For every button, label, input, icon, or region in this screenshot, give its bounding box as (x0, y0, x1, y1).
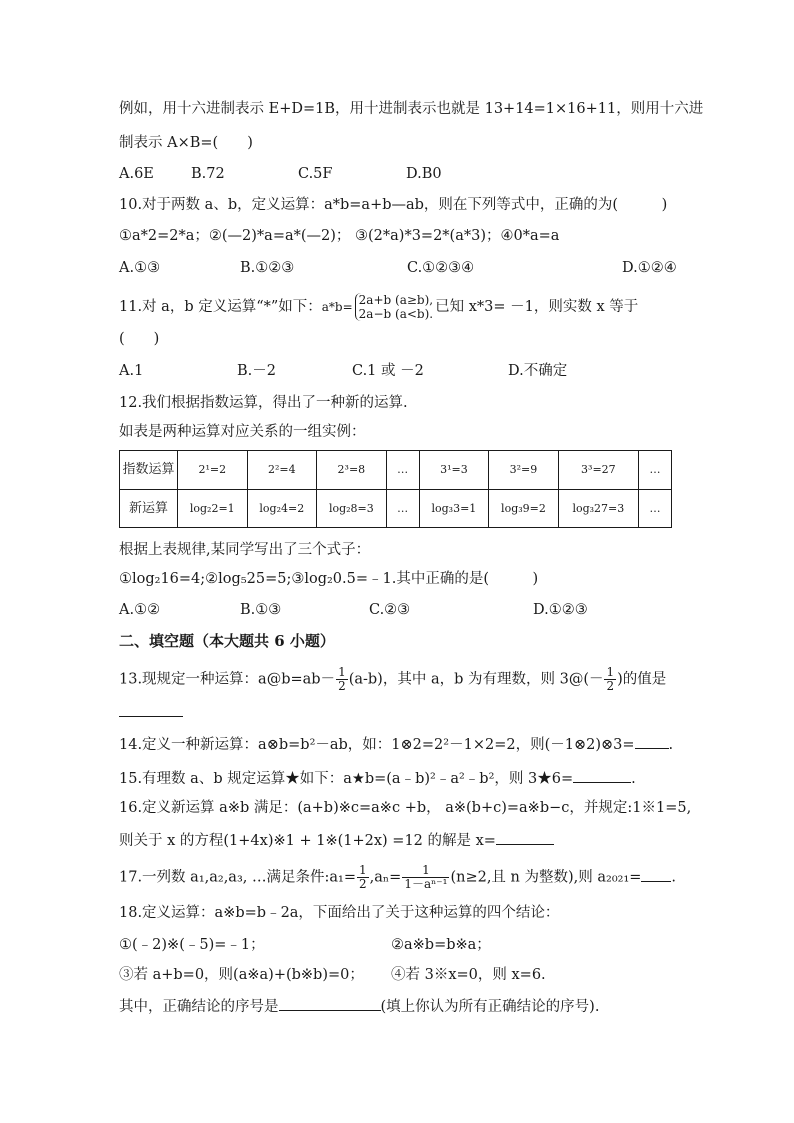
q9-stem-line2: 制表示 A×B=( ) (119, 135, 253, 151)
table-cell: 2²=4 (247, 451, 317, 490)
q9-option-b: B.72 (191, 166, 225, 182)
q9-stem-line1: 例如，用十六进制表示 E+D=1B，用十进制表示也就是 13+14=1×16+11，则用十六进 (119, 101, 704, 117)
q9-option-d: D.B0 (406, 166, 442, 182)
table-cell: … (639, 489, 672, 528)
q13-frac-num: 1 (338, 665, 346, 679)
q11-stem (119, 293, 638, 321)
q11-stem-line2: ( ) (119, 331, 160, 347)
q12-option-c: C.②③ (369, 602, 411, 618)
table-cell: … (639, 451, 672, 490)
q11-stem-post: 已知 x*3= －1，则实数 x 等于 (435, 299, 639, 315)
q14-stem: 14.定义一种新运算：a⊗b=b²－ab，如：1⊗2=2²－1×2=2，则(－1⊗2)⊗3= . (119, 734, 673, 755)
q11-case2: 2a−b (a<b). (358, 307, 434, 321)
q13-fraction (336, 666, 348, 693)
q17-frac1-num: 1 (358, 863, 367, 877)
q13-fraction-2 (604, 666, 616, 693)
q16-stem-line1: 16.定义新运算 a※b 满足：(a+b)※c=a※c +b， a※(b+c)=a※b−c，并规定:1※1=5, (119, 800, 692, 816)
table-cell: log₂4=2 (247, 489, 317, 528)
q15-text: 15.有理数 a、b 规定运算★如下：a★b=(a﹣b)²﹣a²﹣b²，则 3★6= (119, 771, 574, 787)
q10-stem: 10.对于两数 a、b，定义运算：a*b=a+b—ab，则在下列等式中，正确的为( ) (119, 197, 668, 213)
q17-post: (n≥2,且 n 为整数),则 a₂₀₂₁= (450, 869, 642, 886)
q15-stem: 15.有理数 a、b 规定运算★如下：a★b=(a﹣b)²﹣a²﹣b²，则 3★6= . (119, 768, 636, 789)
q10-option-a: A.①③ (119, 260, 161, 276)
table-row-new (120, 489, 672, 528)
q12-stem-line2: 如表是两种运算对应关系的一组实例： (119, 424, 366, 440)
q18-last-post: (填上你认为所有正确结论的序号). (380, 999, 600, 1015)
q11-stem-pre: 11.对 a，b 定义运算“*”如下： (119, 299, 322, 315)
section-heading: 二、填空题（本大题共 6 小题） (119, 632, 335, 650)
operation-table (119, 450, 672, 528)
q18-answer-blank (279, 996, 381, 1011)
q15-answer-blank (573, 768, 631, 783)
q12-option-a: A.①② (119, 602, 161, 618)
q12-stem-line1: 12.我们根据指数运算，得出了一种新的运算. (119, 395, 408, 411)
table-cell: 2¹=2 (178, 451, 248, 490)
table-cell: 3³=27 (558, 451, 638, 490)
q18-conclusion-4: ④若 3※x=0，则 x=6. (391, 967, 546, 983)
table-cell: 3²=9 (489, 451, 559, 490)
q17-fraction-1 (357, 864, 369, 891)
q13-pre: 13.现规定一种运算：a@b=ab－ (119, 671, 336, 688)
q10-items: ①a*2=2*a；②(—2)*a=a*(—2)； ③(2*a)*3=2*(a*3)；④0*a=a (119, 228, 560, 244)
q11-case1: 2a+b (a≥b), (358, 293, 434, 307)
q12-stem-line3: 根据上表规律,某同学写出了三个式子： (119, 542, 371, 558)
q13-mid: (a-b)，其中 a，b 为有理数，则 3@(－ (348, 671, 604, 688)
q17-fraction-2 (402, 864, 449, 891)
q13-frac2-num: 1 (606, 665, 615, 679)
q12-option-d: D.①②③ (533, 602, 588, 618)
q13-frac2-den: 2 (606, 679, 615, 693)
table-cell: … (386, 451, 419, 490)
q18-conclusion-2: ②a※b=b※a； (391, 937, 491, 953)
table-cell: 3¹=3 (419, 451, 489, 490)
q18-stem: 18.定义运算：a※b=b﹣2a，下面给出了关于这种运算的四个结论： (119, 905, 560, 921)
table-cell: log₂2=1 (178, 489, 248, 528)
q10-option-d: D.①②④ (622, 260, 677, 276)
q12-option-b: B.①③ (240, 602, 282, 618)
q14-text: 14.定义一种新运算：a⊗b=b²－ab，如：1⊗2=2²－1×2=2，则(－1⊗2)⊗3= (119, 737, 635, 753)
table-row-head: 指数运算 (120, 451, 178, 490)
q10-option-c: C.①②③④ (407, 260, 475, 276)
q13-frac-den: 2 (338, 679, 346, 693)
q13-answer-blank (119, 702, 183, 723)
q17-frac2-den: 1－aⁿ⁻¹ (404, 877, 448, 891)
q17-pre: 17.一列数 a₁,a₂,a₃, …满足条件:a₁= (119, 869, 356, 886)
q11-option-d: D.不确定 (508, 363, 568, 379)
q16-stem-line2 (119, 830, 554, 851)
table-cell: log₃27=3 (558, 489, 638, 528)
q17-mid: ,aₙ= (369, 869, 402, 886)
q11-option-c: C.1 或 －2 (352, 363, 424, 379)
q9-option-c: C.5F (298, 166, 333, 182)
q12-stem-line4: ①log₂16=4;②log₅25=5;③log₂0.5=﹣1.其中正确的是( ) (119, 571, 539, 587)
q11-option-a: A.1 (119, 363, 144, 379)
q18-conclusion-1: ①(﹣2)※(﹣5)=﹣1； (119, 937, 265, 953)
q11-def-lhs: a*b= (321, 300, 353, 314)
q18-conclusion-3: ③若 a+b=0，则(a※a)+(b※b)=0； (119, 967, 364, 983)
table-cell: log₃3=1 (419, 489, 489, 528)
q17-stem: 17.一列数 a₁,a₂,a₃, …满足条件:a₁= $\frac{1}{2}$ ,aₙ= $\frac{1}{\text{1－aⁿ⁻¹}}$ (n≥2,且 n 为整数),则 a₂₀₂₁= . (119, 863, 677, 891)
table-cell: 2³=8 (317, 451, 387, 490)
q18-final-line (119, 996, 599, 1017)
q16-answer-blank (496, 830, 554, 845)
q17-frac2-num: 1 (402, 864, 449, 878)
q18-last-pre: 其中，正确结论的序号是 (119, 999, 279, 1015)
q14-answer-blank (635, 734, 669, 749)
q11-piecewise (355, 293, 433, 321)
table-cell: log₃9=2 (489, 489, 559, 528)
table-cell: … (386, 489, 419, 528)
q17-frac1-den: 2 (358, 877, 367, 891)
q9-option-a: A.6E (119, 166, 154, 182)
q17-answer-blank (641, 867, 671, 882)
table-row-head: 新运算 (120, 489, 178, 528)
q13-stem (119, 666, 666, 693)
table-row-exponent (120, 451, 672, 490)
q16-text: 则关于 x 的方程(1+4x)※1 + 1※(1+2x) =12 的解是 x= (119, 833, 496, 849)
table-cell: log₂8=3 (317, 489, 387, 528)
q11-option-b: B.－2 (237, 363, 276, 379)
q13-post: )的值是 (617, 671, 667, 688)
q10-option-b: B.①②③ (240, 260, 295, 276)
